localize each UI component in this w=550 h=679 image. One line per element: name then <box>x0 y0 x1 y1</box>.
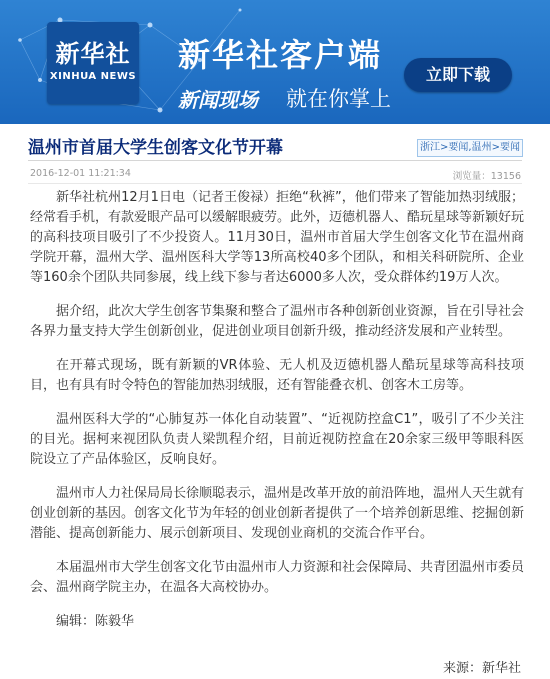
paragraph: 温州医科大学的“心肺复苏一体化自动装置”、“近视防控盒C1”，吸引了不少关注的目光。据柯来视团队负责人梁凯程介绍，目前近视防控盒在20余家三级甲等眼科医院设立了产品体验区，反响良好。 <box>30 412 524 467</box>
paragraph: 在开幕式现场，既有新颖的VR体验、无人机及迈德机器人酷玩星球等高科技项目，也有具有时令特色的智能加热羽绒服，还有智能叠衣机、创客木工房等。 <box>30 358 524 393</box>
tag-wenzhou-news[interactable]: 温州>要闻 <box>471 142 520 153</box>
view-count-value: 13156 <box>490 171 521 182</box>
logo-english-text: XINHUA NEWS <box>49 71 137 82</box>
banner-news-label: 新闻现场 <box>178 88 258 112</box>
tag-separator: , <box>468 142 472 153</box>
banner-slogan: 就在你掌上 <box>286 87 391 111</box>
meta-divider <box>28 183 522 184</box>
publish-date: 2016-12-01 11:21:34 <box>30 168 131 179</box>
article-body <box>30 188 524 646</box>
paragraph: 本届温州市大学生创客文化节由温州市人力资源和社会保障局、共青团温州市委员会、温州商学院主办，在温各大高校协办。 <box>30 560 525 595</box>
xinhua-logo <box>47 22 139 104</box>
paragraph: 新华社杭州12月1日电（记者王俊禄）拒绝“秋裤”，他们带来了智能加热羽绒服；经常看手机，有款爱眼产品可以缓解眼疲劳。此外，迈德机器人、酷玩星球等新颖好玩的高科技项目吸引了不少投资人。11月30日，温州市首届大学生创客文化节在温州商学院开幕，温州大学、温州医科大学等13所高校40多个团队，和相关科研院所、企业等160余个团队共同参展，线上线下参与者达6000多人次，受众群体约19万人次。 <box>30 190 525 285</box>
tag-zhejiang-news[interactable]: 浙江>要闻 <box>420 142 469 153</box>
paragraph: 据介绍，此次大学生创客节集聚和整合了温州市各种创新创业资源，旨在引导社会各界力量支持大学生创新创业，促进创业项目创新升级，推动经济发展和产业转型。 <box>30 304 525 339</box>
view-count-label: 浏览量： <box>452 171 491 182</box>
download-button[interactable]: 立即下载 <box>404 58 512 92</box>
app-download-banner[interactable] <box>0 0 550 124</box>
view-count <box>453 168 521 182</box>
paragraph: 温州市人力社保局局长徐顺聪表示，温州是改革开放的前沿阵地，温州人天生就有创业创新的基因。创客文化节为年轻的创业创新者提供了一个培养创新思维、挖掘创新潜能、提高创新能力、展示创新项目、发现创业商机的交流合作平台。 <box>30 486 525 541</box>
banner-title: 新华社客户端 <box>178 36 383 74</box>
category-tags <box>417 139 523 157</box>
logo-chinese-text: 新华社 <box>55 40 131 68</box>
article-source: 来源：新华社 <box>442 661 521 676</box>
title-divider <box>28 160 522 161</box>
editor-line: 编辑：陈毅华 <box>56 614 135 629</box>
article-title: 温州市首届大学生创客文化节开幕 <box>28 138 283 158</box>
